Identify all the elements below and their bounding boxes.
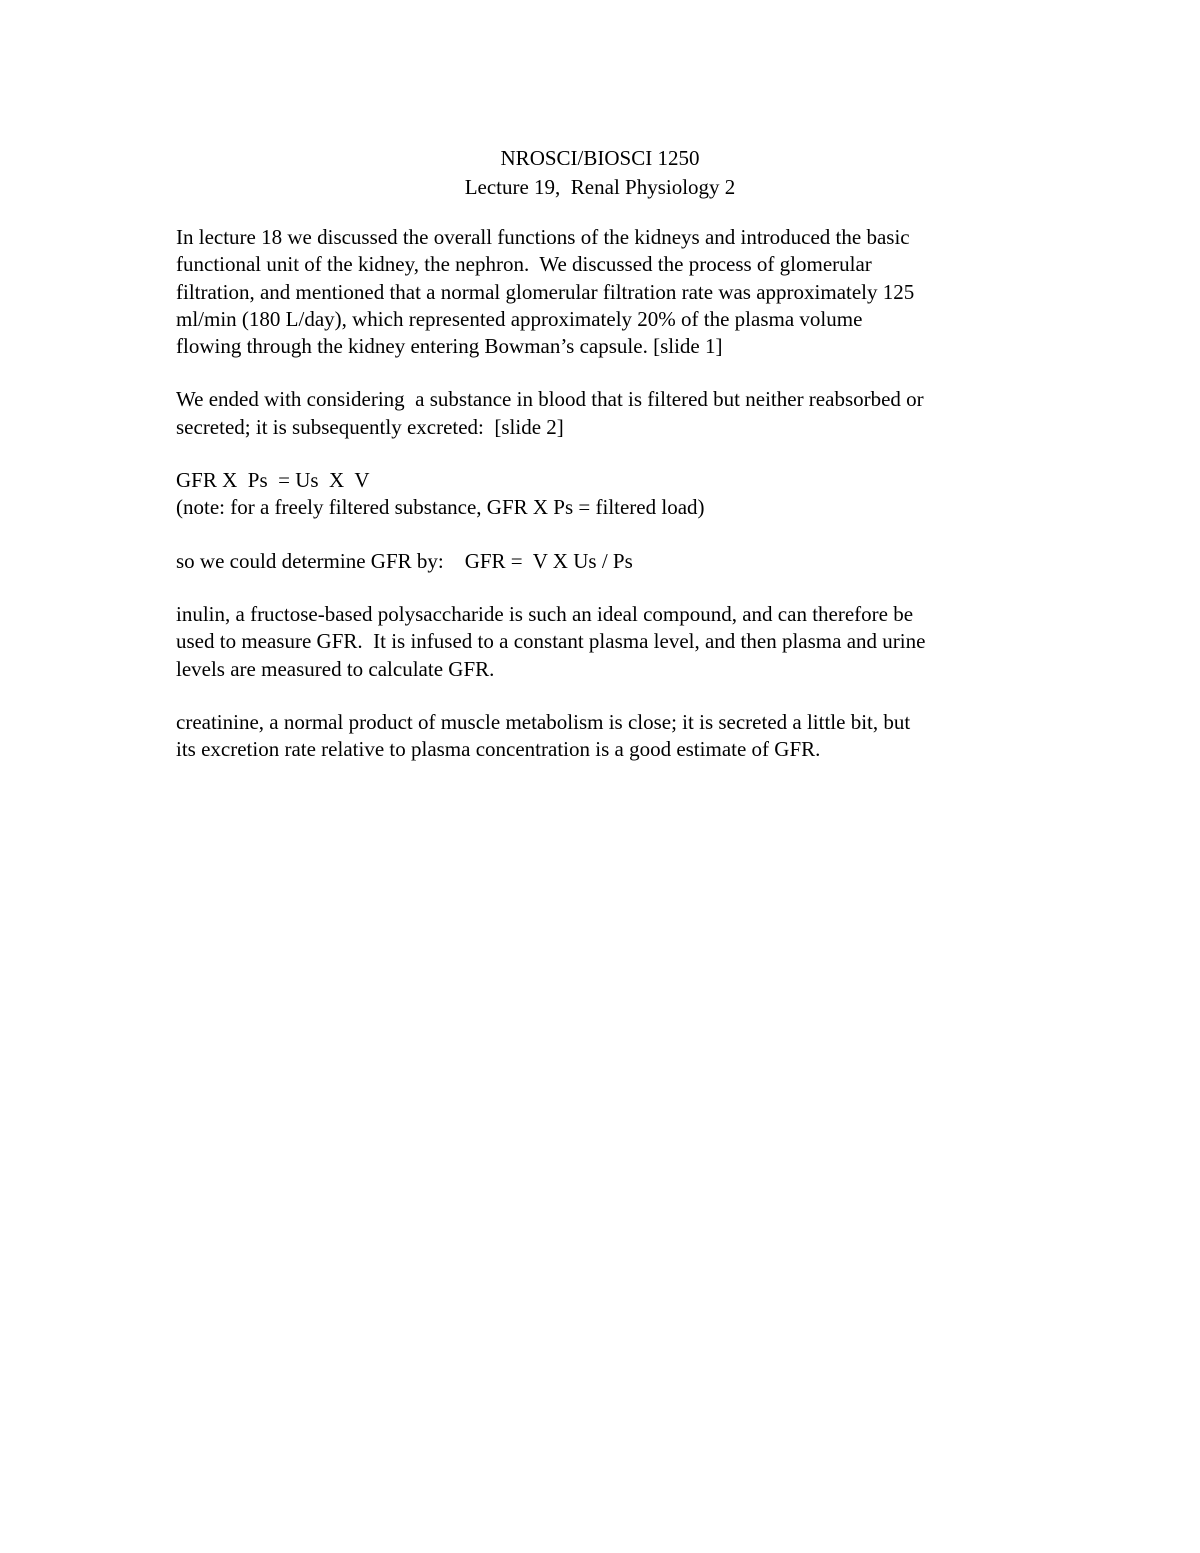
paragraph-inulin <box>176 601 1046 683</box>
course-title: NROSCI/BIOSCI 1250 <box>500 146 700 170</box>
paragraph-intro <box>176 224 1046 360</box>
equation-line: GFR X Ps = Us X V <box>176 468 370 493</box>
lecture-title: Lecture 19, Renal Physiology 2 <box>464 175 736 199</box>
text-line: (note: for a freely filtered substance, GFR X Ps = filtered load) <box>176 495 705 520</box>
text-line: In lecture 18 we discussed the overall functions of the kidneys and introduced the basic <box>176 225 910 249</box>
paragraph-substance <box>176 386 1046 441</box>
text-line: so we could determine GFR by: GFR = V X Us / Ps <box>176 548 633 573</box>
document-header <box>0 144 1200 202</box>
text-line: creatinine, a normal product of muscle metabolism is close; it is secreted a little bit, but <box>176 709 911 734</box>
text-line: levels are measured to calculate GFR. <box>176 656 495 681</box>
paragraph-equation <box>176 467 1046 522</box>
text-line: used to measure GFR. It is infused to a constant plasma level, and then plasma and urine <box>176 629 926 654</box>
text-line: secreted; it is subsequently excreted: [slide 2] <box>176 414 564 439</box>
text-line: functional unit of the kidney, the nephron. We discussed the process of glomerular <box>176 252 872 277</box>
text-line: We ended with considering a substance in blood that is filtered but neither reabsorbed or <box>176 387 924 412</box>
text-line: filtration, and mentioned that a normal glomerular filtration rate was approximately 125 <box>176 279 915 304</box>
paragraph-creatinine <box>176 709 1046 764</box>
document-body <box>176 224 1046 789</box>
text-line: flowing through the kidney entering Bowman’s capsule. [slide 1] <box>176 334 723 359</box>
paragraph-gfr-formula <box>176 548 1046 575</box>
text-line: inulin, a fructose-based polysaccharide is such an ideal compound, and can therefore be <box>176 601 914 626</box>
text-line: its excretion rate relative to plasma concentration is a good estimate of GFR. <box>176 737 821 762</box>
text-line: ml/min (180 L/day), which represented approximately 20% of the plasma volume <box>176 306 863 331</box>
